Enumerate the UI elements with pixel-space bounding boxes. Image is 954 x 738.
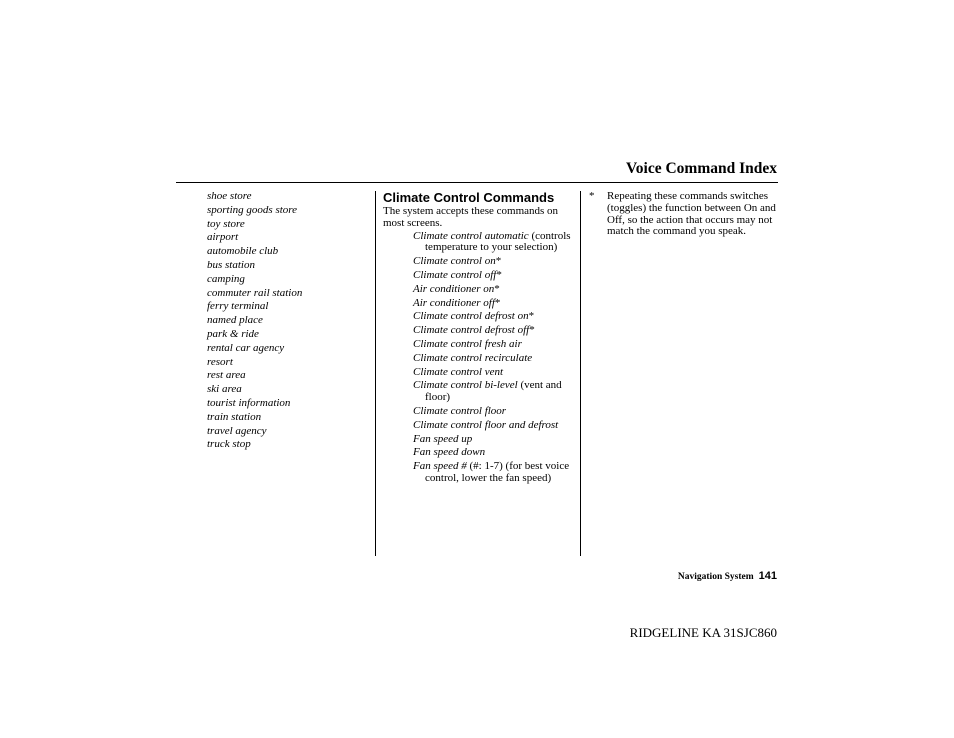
command-text: Fan speed # (413, 460, 467, 473)
command-item (383, 325, 575, 337)
place-category-list (207, 190, 367, 452)
command-note: (#: 1-7) (for best voice control, lower the fan speed) (425, 460, 570, 484)
command-note: (vent and floor) (425, 379, 562, 404)
command-item (383, 311, 575, 323)
command-text: Climate control on (413, 255, 496, 268)
command-text: Climate control defrost on (413, 310, 529, 323)
place-item: automobile club (207, 245, 279, 258)
place-item: tourist information (207, 396, 291, 409)
command-text: Climate control floor (413, 404, 507, 417)
place-item: rental car agency (207, 341, 285, 354)
command-text: Climate control automatic (413, 229, 529, 242)
command-text: Climate control vent (413, 365, 504, 378)
place-item: train station (207, 410, 262, 423)
command-item (383, 380, 575, 404)
page-title: Voice Command Index (626, 160, 777, 177)
place-item: ski area (207, 383, 242, 396)
place-item: ferry terminal (207, 300, 269, 313)
command-item (383, 339, 575, 351)
command-item (383, 256, 575, 268)
command-text: Air conditioner off (413, 296, 495, 309)
command-note: (controls temperature to your selection) (425, 229, 571, 254)
command-note: * (494, 282, 500, 295)
command-text: Climate control bi-level (413, 379, 518, 392)
command-item (383, 461, 575, 485)
footnote-text: Repeating these commands switches (toggles) the function between On and Off, so the action that occurs may not match the command you speak. (607, 190, 776, 238)
footnote-mark: * (589, 190, 595, 202)
climate-command-list (383, 231, 575, 485)
column-divider-left (375, 191, 376, 556)
place-item: resort (207, 355, 233, 368)
place-item: shoe store (207, 190, 252, 202)
place-item: truck stop (207, 438, 251, 451)
page-footer (678, 566, 777, 584)
place-item: travel agency (207, 424, 267, 437)
section-intro: The system accepts these commands on most screens. (383, 205, 559, 229)
header-rule (176, 182, 778, 183)
command-item (383, 367, 575, 379)
command-note: * (528, 310, 535, 323)
footer-section-label: Navigation System (677, 572, 754, 582)
command-item (383, 447, 575, 459)
command-text: Climate control defrost off (413, 324, 530, 337)
place-item: sporting goods store (207, 203, 298, 216)
command-text: Climate control recirculate (413, 351, 533, 364)
place-item: park & ride (207, 327, 259, 340)
command-text: Climate control off (413, 268, 497, 281)
command-note: * (495, 255, 502, 268)
section-heading: Climate Control Commands (383, 190, 555, 205)
place-item: camping (207, 272, 245, 285)
command-text: Climate control floor and defrost (413, 418, 559, 431)
command-item (383, 270, 575, 282)
command-item (383, 406, 575, 418)
document-code: RIDGELINE KA 31SJC860 (629, 625, 777, 640)
command-item (383, 231, 575, 255)
command-text: Fan speed up (413, 432, 473, 445)
command-item (383, 284, 575, 296)
command-item (383, 298, 575, 310)
climate-control-section (383, 190, 575, 487)
place-item: toy store (207, 217, 245, 230)
place-item: named place (207, 314, 263, 327)
command-text: Air conditioner on (413, 282, 495, 295)
place-item: rest area (207, 369, 246, 382)
command-item (383, 434, 575, 446)
place-item: airport (207, 231, 239, 244)
command-note: * (494, 296, 501, 309)
page-number: 141 (758, 570, 777, 582)
place-item: commuter rail station (207, 286, 303, 299)
command-item (383, 420, 575, 432)
command-text: Fan speed down (413, 446, 486, 459)
command-note: * (496, 268, 502, 281)
command-text: Climate control fresh air (413, 337, 522, 350)
command-note: * (529, 324, 535, 337)
command-item (383, 353, 575, 365)
place-item: bus station (207, 258, 255, 271)
column-divider-right (580, 191, 581, 556)
